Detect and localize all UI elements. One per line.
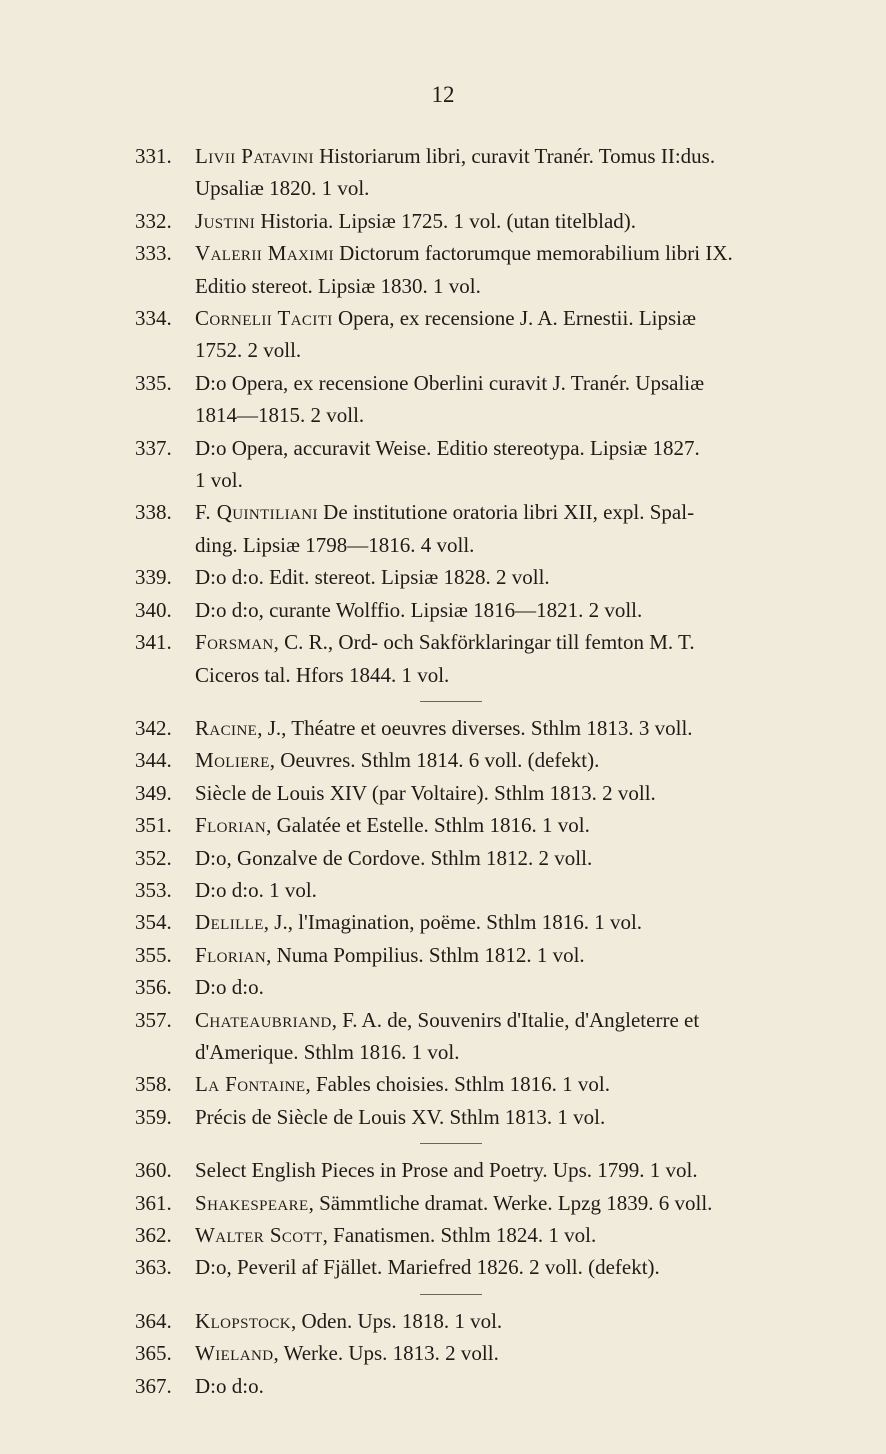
- entry-number: 333.: [135, 241, 172, 266]
- catalog-entry: [135, 939, 835, 971]
- catalog-entry: [135, 561, 835, 593]
- entry-body: [195, 842, 835, 874]
- entry-author: Florian: [195, 942, 267, 967]
- section-divider: [420, 1143, 482, 1144]
- entry-text: , Oden. Ups. 1818. 1 vol.: [291, 1308, 503, 1333]
- entry-number: 332.: [135, 208, 172, 233]
- entry-text: , Galatée et Estelle. Sthlm 1816. 1 vol.: [266, 813, 590, 838]
- catalog-entry: [135, 1337, 835, 1369]
- entry-number: 355.: [135, 942, 172, 967]
- entry-number: 367.: [135, 1373, 172, 1398]
- entry-body: [195, 809, 835, 841]
- entry-body: [195, 906, 835, 938]
- entry-text: D:o, Gonzalve de Cordove. Sthlm 1812. 2 voll.: [195, 845, 593, 870]
- entry-number: 331.: [135, 144, 172, 168]
- entry-body: [195, 939, 835, 971]
- entry-body: [195, 1004, 835, 1069]
- catalog-entry: [135, 140, 835, 205]
- catalog-entry: [135, 432, 835, 497]
- entry-text: Historia. Lipsiæ 1725. 1 vol. (utan titelblad).: [255, 208, 637, 233]
- entry-continuation: 1814—1815. 2 voll.: [195, 403, 365, 428]
- catalog-entry: [135, 302, 835, 367]
- catalog-entry: [135, 874, 835, 906]
- entry-number: 340.: [135, 597, 172, 622]
- catalog-entry: [135, 1187, 835, 1219]
- entry-text: , Numa Pompilius. Sthlm 1812. 1 vol.: [266, 942, 585, 967]
- entry-author: Valerii Maximi: [195, 241, 334, 266]
- entry-text: , J., l'Imagination, poëme. Sthlm 1816. 1 vol.: [263, 910, 643, 935]
- entry-body: [195, 777, 835, 809]
- entry-body: [195, 594, 835, 626]
- entry-text: Opera, ex recensione J. A. Ernestii. Lipsiæ: [332, 306, 697, 331]
- entry-author: Delille: [195, 910, 264, 935]
- entry-body: [195, 874, 835, 906]
- entry-text: D:o d:o, curante Wolffio. Lipsiæ 1816—1821. 2 voll.: [195, 597, 643, 622]
- catalog-entry: [135, 367, 835, 432]
- entry-number: 352.: [135, 845, 172, 870]
- entry-author: La Fontaine: [195, 1072, 306, 1097]
- entry-body: [195, 712, 835, 744]
- entry-continuation: ding. Lipsiæ 1798—1816. 4 voll.: [195, 532, 475, 557]
- catalog-entry: [135, 1251, 835, 1283]
- entry-author: Cornelii Taciti: [195, 306, 333, 331]
- entry-text: , C. R., Ord- och Sakförklaringar till femton M. T.: [273, 630, 695, 655]
- entry-body: [195, 1219, 835, 1251]
- entry-text: Siècle de Louis XIV (par Voltaire). Sthlm 1813. 2 voll.: [195, 780, 656, 805]
- entry-continuation: 1 vol.: [195, 468, 243, 493]
- entry-continuation: Upsaliæ 1820. 1 vol.: [195, 176, 370, 201]
- entry-number: 358.: [135, 1072, 172, 1097]
- entry-text: D:o, Peveril af Fjället. Mariefred 1826. 2 voll. (defekt).: [195, 1255, 660, 1280]
- entry-continuation: Editio stereot. Lipsiæ 1830. 1 vol.: [195, 273, 481, 298]
- catalog-entry: [135, 205, 835, 237]
- entry-body: [195, 744, 835, 776]
- entry-continuation: 1752. 2 voll.: [195, 338, 302, 363]
- entry-text: Select English Pieces in Prose and Poetry. Ups. 1799. 1 vol.: [195, 1158, 698, 1183]
- catalog-entry: [135, 1370, 835, 1402]
- entry-body: [195, 432, 835, 497]
- entry-body: [195, 1251, 835, 1283]
- catalog-entry: [135, 906, 835, 938]
- entry-number: 357.: [135, 1007, 172, 1032]
- section-divider: [420, 701, 482, 702]
- section-divider: [420, 1294, 482, 1295]
- catalog-entry: [135, 237, 835, 302]
- entry-continuation: d'Amerique. Sthlm 1816. 1 vol.: [195, 1039, 460, 1064]
- entry-text: , F. A. de, Souvenirs d'Italie, d'Angleterre et: [331, 1007, 700, 1032]
- entry-body: [195, 1154, 835, 1186]
- entry-number: 362.: [135, 1223, 172, 1247]
- entry-body: [195, 1305, 835, 1337]
- entry-number: 341.: [135, 630, 172, 655]
- entry-number: 363.: [135, 1255, 172, 1280]
- entry-author: Racine: [195, 715, 258, 740]
- entry-number: 334.: [135, 306, 172, 331]
- entry-text: D:o Opera, accuravit Weise. Editio stereotypa. Lipsiæ 1827.: [195, 435, 700, 460]
- catalog-entry: [135, 712, 835, 744]
- entry-text: D:o d:o.: [195, 975, 264, 1000]
- entry-continuation: Ciceros tal. Hfors 1844. 1 vol.: [195, 662, 450, 687]
- catalog-entry: [135, 594, 835, 626]
- entry-text: D:o Opera, ex recensione Oberlini curavit J. Tranér. Upsaliæ: [195, 370, 705, 395]
- entry-author: Shakespeare: [195, 1190, 309, 1215]
- entry-body: [195, 302, 835, 367]
- entry-text: , Fanatismen. Sthlm 1824. 1 vol.: [322, 1223, 597, 1247]
- entry-text: Précis de Siècle de Louis XV. Sthlm 1813. 1 vol.: [195, 1104, 606, 1129]
- catalog-entry: [135, 809, 835, 841]
- catalog-entry: [135, 1068, 835, 1100]
- entry-body: [195, 1337, 835, 1369]
- entry-number: 360.: [135, 1158, 172, 1183]
- catalog-entry: [135, 971, 835, 1003]
- entry-text: De institutione oratoria libri XII, expl. Spal-: [317, 500, 695, 525]
- entry-body: [195, 971, 835, 1003]
- entry-author: F. Quintiliani: [195, 500, 318, 525]
- catalog-entry: [135, 1004, 835, 1069]
- entry-text: D:o d:o.: [195, 1373, 264, 1398]
- entry-text: Historiarum libri, curavit Tranér. Tomus II:dus.: [313, 144, 716, 168]
- entry-text: D:o d:o. Edit. stereot. Lipsiæ 1828. 2 voll.: [195, 565, 550, 590]
- entry-body: [195, 626, 835, 691]
- catalog-entry: [135, 1219, 835, 1251]
- entry-number: 364.: [135, 1308, 172, 1333]
- entry-number: 351.: [135, 813, 172, 838]
- entry-number: 342.: [135, 715, 172, 740]
- catalog-entry: [135, 777, 835, 809]
- entry-text: , Fables choisies. Sthlm 1816. 1 vol.: [305, 1072, 610, 1097]
- entry-text: D:o d:o. 1 vol.: [195, 877, 317, 902]
- catalog-entry: [135, 1305, 835, 1337]
- entry-body: [195, 140, 835, 205]
- entry-number: 344.: [135, 748, 172, 773]
- entry-number: 353.: [135, 877, 172, 902]
- entry-text: Dictorum factorumque memorabilium libri IX.: [333, 241, 733, 266]
- entry-text: , Oeuvres. Sthlm 1814. 6 voll. (defekt).: [269, 748, 600, 773]
- entry-number: 349.: [135, 780, 172, 805]
- entry-number: 338.: [135, 500, 172, 525]
- catalog-list: [135, 140, 835, 1402]
- entry-body: [195, 205, 835, 237]
- entry-author: Klopstock: [195, 1308, 292, 1333]
- catalog-entry: [135, 626, 835, 691]
- entry-number: 365.: [135, 1341, 172, 1366]
- page-number: 12: [431, 82, 455, 107]
- entry-number: 354.: [135, 910, 172, 935]
- entry-author: Walter Scott: [195, 1223, 323, 1247]
- entry-body: [195, 367, 835, 432]
- catalog-entry: [135, 1154, 835, 1186]
- entry-number: 359.: [135, 1104, 172, 1129]
- entry-text: , Sämmtliche dramat. Werke. Lpzg 1839. 6 voll.: [308, 1190, 713, 1215]
- catalog-entry: [135, 496, 835, 561]
- entry-author: Florian: [195, 813, 267, 838]
- entry-author: Forsman: [195, 630, 274, 655]
- entry-body: [195, 237, 835, 302]
- entry-body: [195, 1101, 835, 1133]
- entry-body: [195, 561, 835, 593]
- entry-body: [195, 1187, 835, 1219]
- entry-text: , J., Théatre et oeuvres diverses. Sthlm 1813. 3 voll.: [257, 715, 693, 740]
- catalog-entry: [135, 842, 835, 874]
- entry-author: Justini: [195, 208, 256, 233]
- entry-body: [195, 496, 835, 561]
- entry-body: [195, 1370, 835, 1402]
- entry-number: 361.: [135, 1190, 172, 1215]
- entry-author: Wieland: [195, 1341, 274, 1366]
- catalog-entry: [135, 744, 835, 776]
- entry-author: Chateaubriand: [195, 1007, 332, 1032]
- catalog-entry: [135, 1101, 835, 1133]
- entry-body: [195, 1068, 835, 1100]
- entry-number: 337.: [135, 435, 172, 460]
- entry-author: Moliere: [195, 748, 270, 773]
- entry-author: Livii Patavini: [195, 144, 314, 168]
- entry-number: 339.: [135, 565, 172, 590]
- entry-number: 335.: [135, 370, 172, 395]
- entry-text: , Werke. Ups. 1813. 2 voll.: [273, 1341, 499, 1366]
- entry-number: 356.: [135, 975, 172, 1000]
